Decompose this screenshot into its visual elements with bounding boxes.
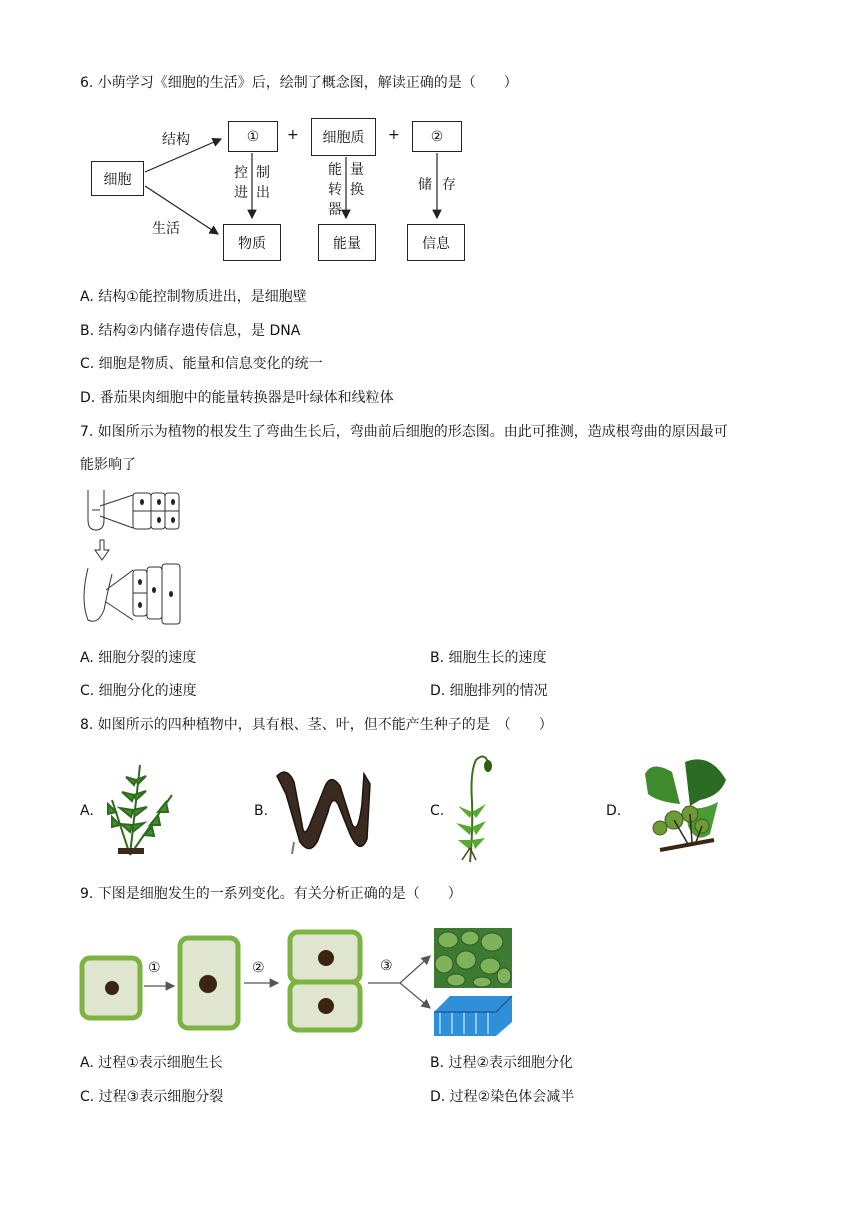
fern-image [100,760,190,860]
q6-option-b: B. 结构②内储存遗传信息，是 DNA [80,323,301,339]
step-3-label: ③ [380,958,393,974]
q9-option-b: B. 过程②表示细胞分化 [430,1055,574,1071]
root-cell-figure [78,490,198,625]
q7-option-b: B. 细胞生长的速度 [430,650,547,666]
control-label-col2: 制 出 [256,165,270,201]
q7-option-c: C. 细胞分化的速度 [80,683,197,699]
life-label: 生活 [152,221,180,237]
info-box: 信息 [407,224,465,261]
control-label-col1: 控 进 [234,165,248,201]
structure1-box: ① [228,121,278,152]
arrow-life [145,186,218,234]
q9-option-a: A. 过程①表示细胞生长 [80,1055,223,1071]
energy-converter-col2: 量 换 [350,162,364,198]
plus-sign-2: + [388,127,400,143]
q8-label-c: C. [430,803,445,819]
step-2-label: ② [252,960,265,976]
q6-option-d: D. 番茄果肉细胞中的能量转换器是叶绿体和线粒体 [80,390,394,406]
q9-stem: 9. 下图是细胞发生的一系列变化。有关分析正确的是（ ） [80,886,462,902]
energy-box: 能量 [318,224,376,261]
q8-label-a: A. [80,803,94,819]
arrow-structure [145,139,221,172]
moss-image [448,752,508,864]
q7-option-d: D. 细胞排列的情况 [430,683,548,699]
q6-option-c: C. 细胞是物质、能量和信息变化的统一 [80,356,323,372]
q8-label-b: B. [254,803,269,819]
matter-box: 物质 [223,224,281,261]
cell-box: 细胞 [91,161,144,196]
diagram-arrows [0,0,860,300]
q7-stem-line1: 7. 如图所示为植物的根发生了弯曲生长后，弯曲前后细胞的形态图。由此可推测，造成根弯曲的原因最可 [80,424,728,440]
structure-label: 结构 [162,132,190,148]
cytoplasm-box: 细胞质 [311,118,376,156]
q6-stem: 6. 小萌学习《细胞的生活》后，绘制了概念图，解读正确的是（ ） [80,75,518,91]
step-1-label: ① [148,960,161,976]
store-label-col1: 储 [418,177,432,193]
q9-option-c: C. 过程③表示细胞分裂 [80,1089,224,1105]
q7-stem-line2: 能影响了 [80,457,136,473]
q8-label-d: D. [606,803,622,819]
structure2-box: ② [412,121,462,152]
plus-sign-1: + [287,127,299,143]
q9-option-d: D. 过程②染色体会减半 [430,1089,575,1105]
q7-option-a: A. 细胞分裂的速度 [80,650,197,666]
store-label-col2: 存 [442,177,456,193]
ginkgo-image [630,754,730,860]
energy-converter-col1: 能 转 器 [328,162,342,218]
q8-stem: 8. 如图所示的四种植物中，具有根、茎、叶，但不能产生种子的是 （ ） [80,717,553,733]
kelp-image [272,764,372,859]
cell-change-diagram [78,926,518,1040]
q6-option-a: A. 结构①能控制物质进出，是细胞壁 [80,289,307,305]
